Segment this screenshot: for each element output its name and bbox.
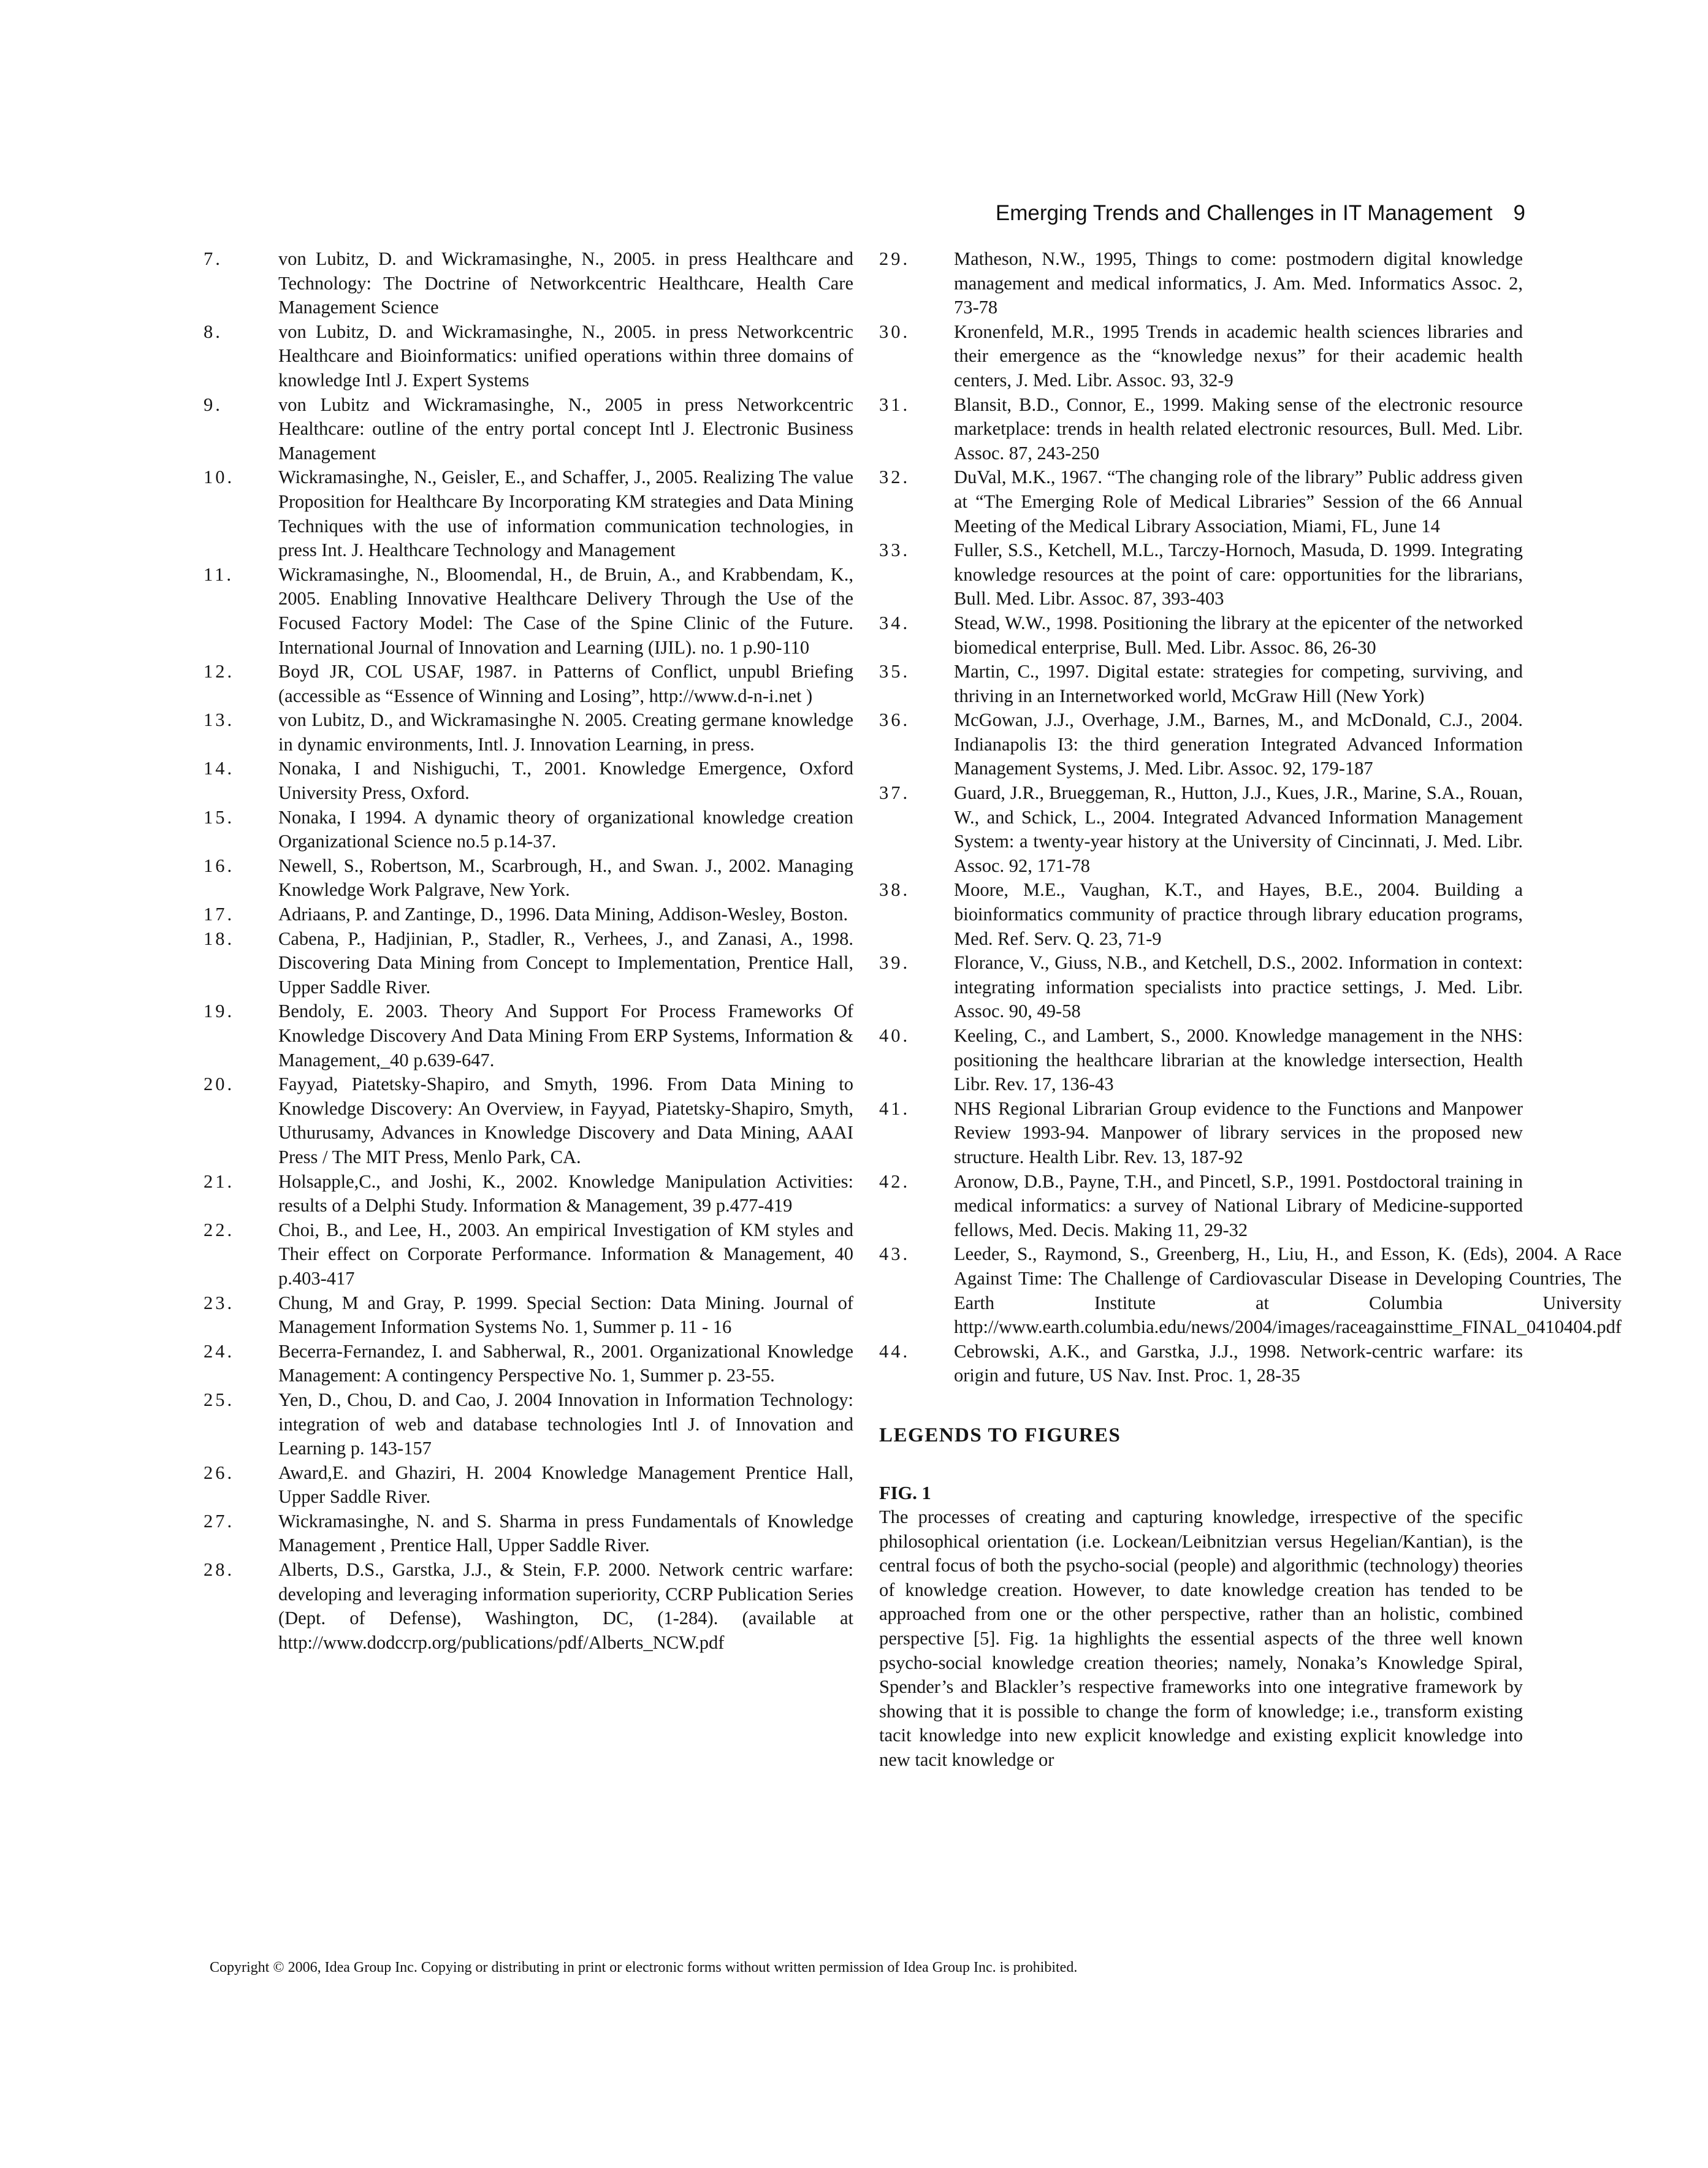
figure-caption: The processes of creating and capturing knowledge, irrespective of the specific philosophical orientation (i.e. Lockean/Leibnitzian versus Hegelian/Kantian), is the central focus of both the psycho-social (people) and algorithmic (technology) theories of knowledge creation. However, to date knowledge creation has tended to be approached from one or the other perspective, rather than an holistic, combined perspective [5]. Fig. 1a highlights the essential aspects of the three well known psycho-social knowledge creation theories; namely, Nonaka’s Knowledge Spiral, Spender’s and Blackler’s respective frameworks into one integrative framework by showing that it is possible to change the form of knowledge; i.e., transform existing tacit knowledge into new explicit knowledge and existing explicit knowledge into new tacit knowledge or xyxy=(879,1506,1523,1771)
reference-text: Florance, V., Giuss, N.B., and Ketchell, D.S., 2002. Information in context: integrating information specialists into practice settings, J. Med. Libr. Assoc. 90, 49-58 xyxy=(954,952,1523,1022)
reference-number: 42. xyxy=(879,1170,910,1192)
reference-number: 39. xyxy=(879,952,910,974)
reference-number: 41. xyxy=(879,1097,910,1119)
reference-text: Wickramasinghe, N., Bloomendal, H., de Bruin, A., and Krabbendam, K., 2005. Enabling Innovative Healthcare Delivery Through the Use of the Focused Factory Model: The Case of the Spine Clinic of the Future. International Journal of Innovation and Learning (IJIL). no. 1 p.90-110 xyxy=(278,563,853,658)
reference-number: 12. xyxy=(204,661,235,682)
reference-text: Matheson, N.W., 1995, Things to come: postmodern digital knowledge management and medical informatics, J. Am. Med. Informatics Assoc. 2, 73-78 xyxy=(954,248,1523,318)
reference-number: 33. xyxy=(879,540,910,561)
reference-number: 13. xyxy=(204,709,235,731)
reference-text: Fayyad, Piatetsky-Shapiro, and Smyth, 1996. From Data Mining to Knowledge Discovery: An Overview, in Fayyad, Piatetsky-Shapiro, Smyth, Uthurusamy, Advances in Knowledge Discovery and Data Mining, AAAI Press / The MIT Press, Menlo Park, CA. xyxy=(278,1074,853,1167)
reference-text: Nonaka, I 1994. A dynamic theory of organizational knowledge creation Organizational Science no.5 p.14-37. xyxy=(278,806,853,852)
reference-text: Martin, C., 1997. Digital estate: strategies for competing, surviving, and thriving in an Internetworked world, McGraw Hill (New York) xyxy=(954,661,1523,706)
reference-text: Wickramasinghe, N. and S. Sharma in press Fundamentals of Knowledge Management , Prentice Hall, Upper Saddle River. xyxy=(278,1510,853,1556)
reference-item xyxy=(204,1340,853,1388)
reference-number: 16. xyxy=(204,855,235,876)
references-left-column xyxy=(204,247,853,1655)
reference-text: Cabena, P., Hadjinian, P., Stadler, R., Verhees, J., and Zanasi, A., 1998. Discovering Data Mining from Concept to Implementation, Prentice Hall, Upper Saddle River. xyxy=(278,928,853,998)
reference-item xyxy=(204,1461,853,1510)
reference-number: 27. xyxy=(204,1510,235,1532)
reference-number: 24. xyxy=(204,1340,235,1362)
reference-text: Leeder, S., Raymond, S., Greenberg, H., Liu, H., and Esson, K. (Eds), 2004. A Race Against Time: The Challenge of Cardiovascular Disease in Developing Countries, The Earth Institute at Columbia University http://www.earth.columbia.edu/news/2004/images/raceagainsttime_FINAL_0410404.pdf xyxy=(954,1243,1622,1338)
reference-number: 19. xyxy=(204,1001,235,1022)
reference-item xyxy=(204,660,853,708)
page-number: 9 xyxy=(1513,201,1525,225)
reference-text: Choi, B., and Lee, H., 2003. An empirical Investigation of KM styles and Their effect on Corporate Performance. Information & Management, 40 p.403-417 xyxy=(278,1219,853,1289)
reference-text: von Lubitz, D., and Wickramasinghe N. 2005. Creating germane knowledge in dynamic environments, Intl. J. Innovation Learning, in press. xyxy=(278,709,853,755)
reference-text: Wickramasinghe, N., Geisler, E., and Schaffer, J., 2005. Realizing The value Proposition for Healthcare By Incorporating KM strategies and Data Mining Techniques with the use of information communication technologies, in press Int. J. Healthcare Technology and Management xyxy=(278,467,853,561)
reference-number: 18. xyxy=(204,928,235,949)
reference-text: von Lubitz, D. and Wickramasinghe, N., 2005. in press Healthcare and Technology: The Doctrine of Networkcentric Healthcare, Health Care Management Science xyxy=(278,248,853,318)
header-title: Emerging Trends and Challenges in IT Management xyxy=(995,201,1493,225)
reference-number: 15. xyxy=(204,806,235,828)
reference-text: Stead, W.W., 1998. Positioning the library at the epicenter of the networked biomedical enterprise, Bull. Med. Libr. Assoc. 86, 26-30 xyxy=(954,612,1523,658)
reference-text: Award,E. and Ghaziri, H. 2004 Knowledge Management Prentice Hall, Upper Saddle River. xyxy=(278,1462,853,1508)
reference-item xyxy=(204,320,853,393)
reference-text: Becerra-Fernandez, I. and Sabherwal, R., 2001. Organizational Knowledge Management: A contingency Perspective No. 1, Summer p. 23-55. xyxy=(278,1340,853,1386)
reference-item xyxy=(204,1218,853,1291)
reference-text: McGowan, J.J., Overhage, J.M., Barnes, M., and McDonald, C.J., 2004. Indianapolis I3: the third generation Integrated Advanced Information Management Systems, J. Med. Libr. Assoc. 92, 179-187 xyxy=(954,709,1523,779)
reference-text: Boyd JR, COL USAF, 1987. in Patterns of Conflict, unpubl Briefing (accessible as “Essence of Winning and Losing”, http://www.d-n-i.net ) xyxy=(278,661,853,706)
reference-number: 17. xyxy=(204,904,235,925)
reference-number: 38. xyxy=(879,879,910,901)
reference-number: 14. xyxy=(204,758,235,779)
reference-item xyxy=(204,999,853,1072)
reference-text: von Lubitz, D. and Wickramasinghe, N., 2005. in press Networkcentric Healthcare and Bioinformatics: unified operations within three domains of knowledge Intl J. Expert Systems xyxy=(278,321,853,391)
reference-item xyxy=(879,708,1523,781)
reference-number: 28. xyxy=(204,1559,235,1581)
reference-item xyxy=(879,393,1523,466)
reference-number: 36. xyxy=(879,709,910,731)
reference-item xyxy=(204,465,853,562)
reference-number: 29. xyxy=(879,248,910,269)
copyright-notice: Copyright © 2006, Idea Group Inc. Copying or distributing in print or electronic forms without written permission of Idea Group Inc. is prohibited. xyxy=(210,1960,1078,1975)
reference-number: 7. xyxy=(204,248,223,269)
reference-number: 37. xyxy=(879,782,910,804)
reference-number: 22. xyxy=(204,1219,235,1240)
reference-number: 31. xyxy=(879,394,910,415)
reference-item xyxy=(204,1558,853,1655)
reference-item xyxy=(879,320,1523,393)
references-right-list xyxy=(879,247,1622,1388)
reference-text: Holsapple,C., and Joshi, K., 2002. Knowledge Manipulation Activities: results of a Delphi Study. Information & Management, 39 p.477-419 xyxy=(278,1170,853,1216)
reference-item xyxy=(879,1097,1523,1170)
reference-item xyxy=(879,247,1523,320)
reference-number: 26. xyxy=(204,1462,235,1483)
reference-item xyxy=(204,806,853,854)
reference-number: 21. xyxy=(204,1170,235,1192)
reference-item xyxy=(879,1340,1523,1388)
reference-text: Adriaans, P. and Zantinge, D., 1996. Data Mining, Addison-Wesley, Boston. xyxy=(278,904,848,925)
running-header xyxy=(996,201,1525,226)
reference-item xyxy=(879,1024,1523,1097)
reference-number: 34. xyxy=(879,612,910,633)
reference-text: Moore, M.E., Vaughan, K.T., and Hayes, B.E., 2004. Building a bioinformatics community of practice through library education programs, Med. Ref. Serv. Q. 23, 71-9 xyxy=(954,879,1523,949)
reference-number: 8. xyxy=(204,321,223,342)
reference-text: Chung, M and Gray, P. 1999. Special Section: Data Mining. Journal of Management Information Systems No. 1, Summer p. 11 - 16 xyxy=(278,1292,853,1338)
reference-number: 43. xyxy=(879,1243,910,1265)
reference-item xyxy=(204,1510,853,1558)
reference-item xyxy=(204,563,853,660)
reference-item xyxy=(879,1170,1523,1243)
reference-item xyxy=(204,1291,853,1340)
right-column xyxy=(879,247,1622,1773)
reference-text: NHS Regional Librarian Group evidence to the Functions and Manpower Review 1993-94. Manpower of library services in the proposed new structure. Health Libr. Rev. 13, 187-92 xyxy=(954,1097,1523,1167)
reference-text: Aronow, D.B., Payne, T.H., and Pincetl, S.P., 1991. Postdoctoral training in medical informatics: a survey of National Library of Medicine-supported fellows, Med. Decis. Making 11, 29-32 xyxy=(954,1170,1523,1240)
reference-number: 35. xyxy=(879,661,910,682)
figure-label: FIG. 1 xyxy=(879,1482,931,1503)
reference-item xyxy=(204,247,853,320)
reference-item xyxy=(204,903,853,927)
reference-text: Guard, J.R., Brueggeman, R., Hutton, J.J., Kues, J.R., Marine, S.A., Rouan, W., and Schick, L., 2004. Integrated Advanced Information Management System: a twenty-year history at the University of Cincinnati, J. Med. Libr. Assoc. 92, 171-78 xyxy=(954,782,1523,876)
reference-number: 9. xyxy=(204,394,223,415)
reference-number: 20. xyxy=(204,1074,235,1095)
reference-item xyxy=(204,757,853,805)
reference-text: Yen, D., Chou, D. and Cao, J. 2004 Innovation in Information Technology: integration of web and database technologies Intl J. of Innovation and Learning p. 143-157 xyxy=(278,1389,853,1459)
reference-item xyxy=(204,1388,853,1461)
reference-text: Kronenfeld, M.R., 1995 Trends in academic health sciences libraries and their emergence as the “knowledge nexus” for their academic health centers, J. Med. Libr. Assoc. 93, 32-9 xyxy=(954,321,1523,391)
reference-number: 40. xyxy=(879,1025,910,1046)
reference-item xyxy=(879,538,1523,611)
reference-number: 30. xyxy=(879,321,910,342)
reference-item xyxy=(204,1170,853,1218)
reference-text: Blansit, B.D., Connor, E., 1999. Making sense of the electronic resource marketplace: trends in health related electronic resources, Bull. Med. Libr. Assoc. 87, 243-250 xyxy=(954,394,1523,464)
reference-item xyxy=(879,611,1523,660)
reference-text: Bendoly, E. 2003. Theory And Support For Process Frameworks Of Knowledge Discovery And Data Mining From ERP Systems, Information & Management,_40 p.639-647. xyxy=(278,1001,853,1071)
reference-number: 44. xyxy=(879,1340,910,1362)
reference-number: 11. xyxy=(204,563,234,585)
reference-text: DuVal, M.K., 1967. “The changing role of the library” Public address given at “The Emerging Role of Medical Libraries” Session of the 66 Annual Meeting of the Medical Library Association, Miami, FL, June 14 xyxy=(954,467,1523,536)
reference-item xyxy=(879,951,1523,1024)
reference-number: 32. xyxy=(879,467,910,488)
legends-heading: LEGENDS TO FIGURES xyxy=(879,1424,1121,1446)
reference-number: 23. xyxy=(204,1292,235,1313)
reference-item xyxy=(879,878,1523,951)
reference-item xyxy=(204,854,853,903)
reference-text: Cebrowski, A.K., and Garstka, J.J., 1998. Network-centric warfare: its origin and future, US Nav. Inst. Proc. 1, 28-35 xyxy=(954,1340,1523,1386)
reference-text: Keeling, C., and Lambert, S., 2000. Knowledge management in the NHS: positioning the healthcare librarian at the knowledge intersection, Health Libr. Rev. 17, 136-43 xyxy=(954,1025,1523,1095)
reference-item xyxy=(204,393,853,466)
reference-item xyxy=(204,1072,853,1169)
reference-text: von Lubitz and Wickramasinghe, N., 2005 in press Networkcentric Healthcare: outline of the entry portal concept Intl J. Electronic Business Management xyxy=(278,394,853,464)
reference-item xyxy=(204,708,853,757)
reference-text: Fuller, S.S., Ketchell, M.L., Tarczy-Hornoch, Masuda, D. 1999. Integrating knowledge resources at the point of care: opportunities for the librarians, Bull. Med. Libr. Assoc. 87, 393-403 xyxy=(954,540,1523,609)
reference-number: 25. xyxy=(204,1389,235,1410)
reference-item xyxy=(879,1242,1622,1339)
reference-item xyxy=(879,781,1523,878)
reference-number: 10. xyxy=(204,467,235,488)
reference-item xyxy=(879,465,1523,538)
reference-item xyxy=(879,660,1523,708)
reference-text: Alberts, D.S., Garstka, J.J., & Stein, F.P. 2000. Network centric warfare: developing and leveraging information superiority, CCRP Publication Series (Dept. of Defense), Washington, DC, (1-284). (available at http://www.dodccrp.org/publications/pdf/Alberts_NCW.pdf xyxy=(278,1559,853,1653)
reference-text: Nonaka, I and Nishiguchi, T., 2001. Knowledge Emergence, Oxford University Press, Oxford. xyxy=(278,758,853,804)
reference-text: Newell, S., Robertson, M., Scarbrough, H., and Swan. J., 2002. Managing Knowledge Work Palgrave, New York. xyxy=(278,855,853,901)
reference-item xyxy=(204,927,853,1000)
